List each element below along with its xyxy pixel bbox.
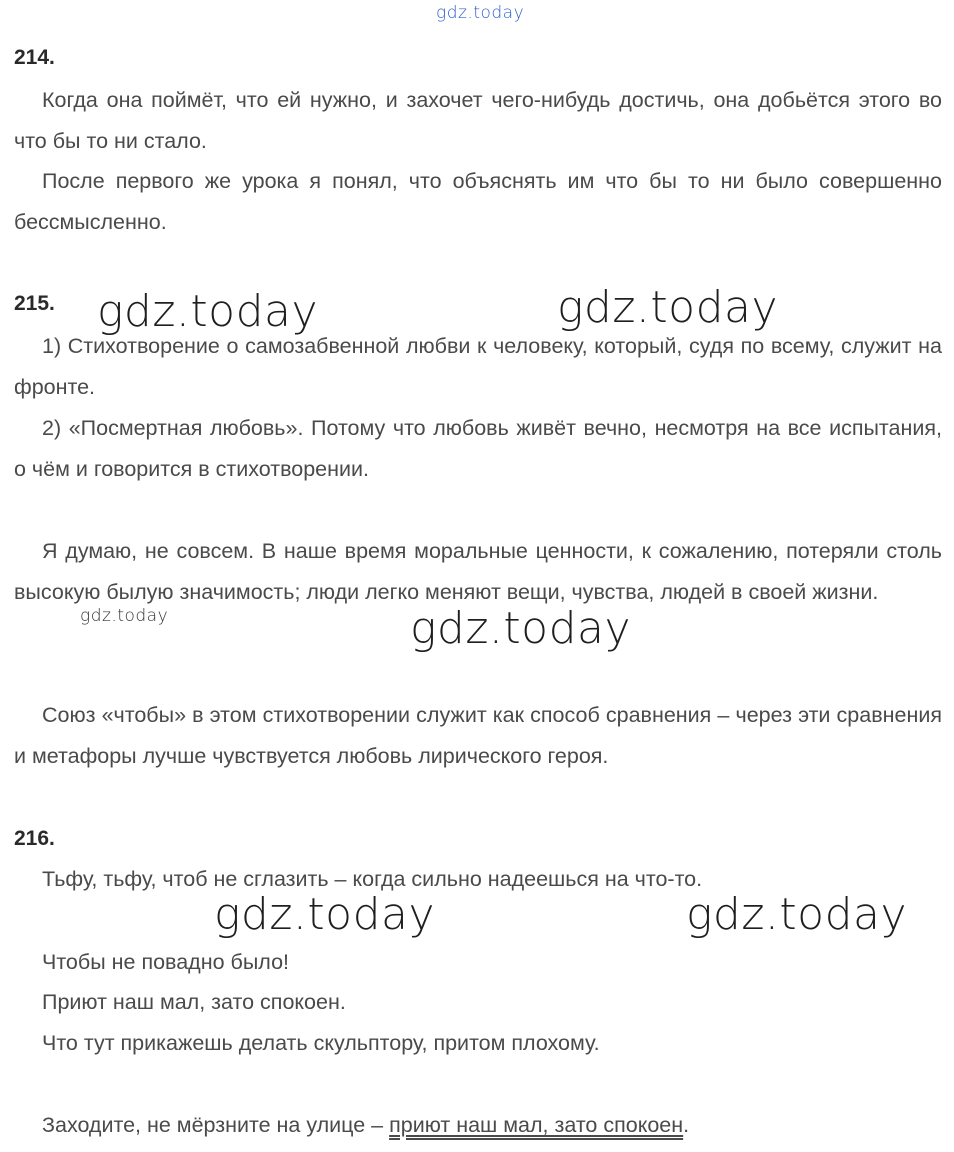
text-segment: Заходите, не мёрзните на улице –: [42, 1113, 390, 1137]
paragraph: Я думаю, не совсем. В наше время моральные ценности, к сожалению, потеряли столь высокую былую значимость; люди легко меняют вещи, чувства, людей в своей жизни.: [14, 539, 942, 604]
text-segment: .: [683, 1113, 690, 1137]
exercise-number-214: 214.: [14, 46, 55, 69]
paragraph: 1) Стихотворение о самозабвенной любви к человеку, который, судя по всему, служит на фронте.: [14, 334, 942, 399]
paragraph: 2) «Посмертная любовь». Потому что любовь живёт вечно, несмотря на все испытания, о чём и говорится в стихотворении.: [14, 416, 942, 481]
paragraph: Когда она поймёт, что ей нужно, и захочет чего-нибудь достичь, она добьётся этого во что бы то ни стало.: [14, 88, 942, 153]
watermark: gdz.today: [97, 286, 319, 337]
text-line: [42, 1113, 689, 1138]
paragraph: После первого же урока я понял, что объяснять им что бы то ни было совершенно бессмысленно.: [14, 169, 942, 234]
watermark: gdz.today: [686, 889, 908, 940]
watermark: gdz.today: [557, 282, 779, 333]
text-line: Тьфу, тьфу, чтоб не сглазить – когда сильно надеешься на что-то.: [42, 867, 703, 891]
watermark: gdz.today: [80, 606, 169, 626]
watermark-top: gdz.today: [436, 3, 525, 23]
watermark: gdz.today: [410, 603, 632, 654]
text-line: Приют наш мал, зато спокоен.: [42, 990, 346, 1014]
text-line: Чтобы не повадно было!: [42, 950, 290, 974]
paragraph: Союз «чтобы» в этом стихотворении служит как способ сравнения – через эти сравнения и метафоры лучше чувствуется любовь лирического героя.: [14, 703, 942, 768]
underlined-phrase: приют наш мал, зато спокоен: [389, 1113, 684, 1137]
exercise-number-215: 215.: [14, 292, 55, 315]
watermark: gdz.today: [214, 889, 436, 940]
exercise-number-216: 216.: [14, 827, 55, 850]
text-line: Что тут прикажешь делать скульптору, притом плохому.: [42, 1031, 600, 1055]
